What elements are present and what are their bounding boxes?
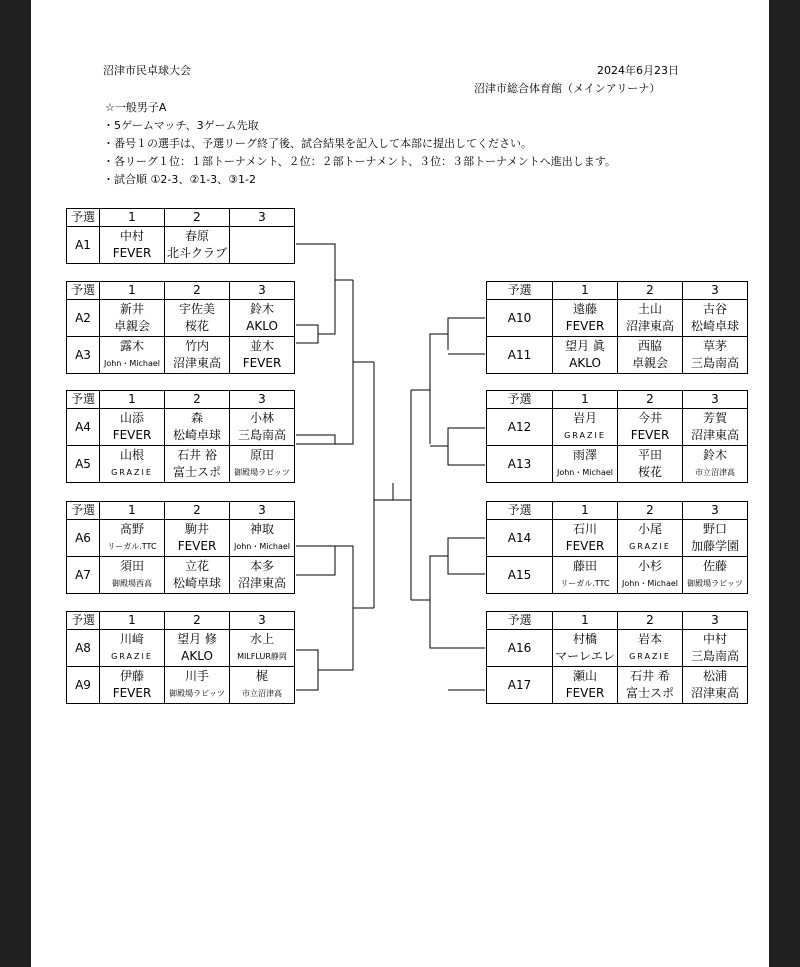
group-row-a3 [67,337,295,374]
player-cell [230,557,295,594]
player-club: AKLO [569,356,601,370]
player-name: 宇佐美 [178,302,215,316]
player-cell [683,630,748,667]
player-club: リーガル.TTC [560,579,610,588]
player-club: 三島南高 [690,356,739,370]
player-name: 須田 [119,559,144,573]
group-label: A9 [67,667,100,704]
player-name: 立花 [184,559,209,573]
player-cell [230,227,295,264]
player-name: 望月 眞 [565,339,605,353]
header-seed-3: 3 [230,502,295,520]
player-name: 古谷 [702,302,727,316]
player-name: 髙野 [119,522,144,536]
header-seed-2: 2 [165,391,230,409]
player-club: FEVER [112,686,152,700]
header-seed-3: 3 [230,282,295,300]
player-cell [553,557,618,594]
player-club: 市立沼津高 [695,468,735,477]
player-club: FEVER [565,319,605,333]
player-cell [100,520,165,557]
player-club: 北斗クラブ [166,246,227,260]
group-label: A2 [67,300,100,337]
player-cell [683,300,748,337]
player-club: 沼津東高 [690,686,739,700]
player-name: 並木 [249,339,274,353]
player-club: FEVER [112,428,152,442]
player-cell [165,557,230,594]
header-seed-2: 2 [618,282,683,300]
header-seed-2: 2 [165,612,230,630]
header-qualifier: 予選 [67,282,100,300]
player-club: 桜花 [637,465,662,479]
header-seed-1: 1 [553,282,618,300]
player-cell [618,300,683,337]
player-name: 芳賀 [702,411,727,425]
header-seed-3: 3 [683,612,748,630]
league-table [486,281,748,374]
player-name: 山根 [119,448,144,462]
header-qualifier: 予選 [67,612,100,630]
player-club: 加藤学園 [690,539,739,553]
player-cell [165,409,230,446]
player-club: John・Michael [233,542,291,551]
table-header-row [487,612,748,630]
header-seed-1: 1 [100,391,165,409]
player-cell [683,337,748,374]
player-name: 石井 裕 [177,448,217,462]
player-club: FEVER [630,428,670,442]
player-club: 御殿場西高 [112,579,152,588]
header-seed-2: 2 [618,391,683,409]
player-cell [230,409,295,446]
player-name: 望月 修 [177,632,217,646]
header-seed-3: 3 [230,209,295,227]
player-name: 鈴木 [249,302,274,316]
event-date: 2024年6月23日 [597,64,679,77]
player-name: 平田 [637,448,662,462]
player-cell [230,337,295,374]
player-name: 雨澤 [572,448,597,462]
league-table [66,611,295,704]
group-row-a9 [67,667,295,704]
player-cell [618,446,683,483]
group-label: A1 [67,227,100,264]
player-name: 中村 [119,229,144,243]
group-row-a14 [487,520,748,557]
league-table [66,390,295,483]
header-seed-2: 2 [165,502,230,520]
player-cell [553,446,618,483]
player-name: 土山 [637,302,662,316]
player-cell [553,300,618,337]
note-order: ・試合順 ①2-3、②1-3、③1-2 [103,173,256,186]
player-name: 原田 [249,448,274,462]
group-row-a6 [67,520,295,557]
group-row-a13 [487,446,748,483]
group-row-a8 [67,630,295,667]
player-name: 小尾 [637,522,662,536]
player-club: John・Michael [621,579,679,588]
group-row-a1 [67,227,295,264]
player-cell [100,667,165,704]
player-cell [230,446,295,483]
player-cell [230,520,295,557]
player-club: 市立沼津高 [242,689,282,698]
tournament-title: 沼津市民卓球大会 [103,64,191,77]
player-club: FEVER [112,246,152,260]
player-name: 遠藤 [572,302,597,316]
header-qualifier: 予選 [487,282,553,300]
player-cell [165,446,230,483]
player-club: AKLO [246,319,278,333]
player-club: 三島南高 [237,428,286,442]
player-club: MILFLUR静岡 [237,652,287,661]
player-name: 駒井 [184,522,209,536]
player-name: 川﨑 [119,632,144,646]
player-club: GRAZIE [111,652,153,661]
table-header-row [487,282,748,300]
table-header-row [67,502,295,520]
header-seed-2: 2 [165,282,230,300]
group-label: A5 [67,446,100,483]
header-qualifier: 予選 [487,391,553,409]
player-name: 本多 [249,559,274,573]
group-label: A6 [67,520,100,557]
player-club: 桜花 [184,319,209,333]
player-name: 小林 [249,411,274,425]
player-club: 沼津東高 [625,319,674,333]
table-header-row [487,502,748,520]
player-cell [100,446,165,483]
header-qualifier: 予選 [67,391,100,409]
group-row-a15 [487,557,748,594]
player-cell [165,667,230,704]
player-cell [165,630,230,667]
player-name: 石川 [572,522,597,536]
player-cell [683,667,748,704]
player-club: FEVER [565,686,605,700]
player-cell [230,300,295,337]
player-cell [618,337,683,374]
player-cell [165,520,230,557]
header-seed-3: 3 [683,502,748,520]
player-cell [683,520,748,557]
player-name: 岩本 [637,632,662,646]
player-cell [618,630,683,667]
player-name: 神取 [249,522,274,536]
group-label: A8 [67,630,100,667]
league-table [66,208,295,264]
header-seed-2: 2 [618,612,683,630]
player-cell [165,227,230,264]
player-name: 石井 希 [630,669,670,683]
group-label: A13 [487,446,553,483]
player-club: 沼津東高 [690,428,739,442]
player-cell [683,557,748,594]
player-cell [683,409,748,446]
player-club: 卓親会 [113,319,150,333]
player-club: マーレエレ [555,649,615,663]
group-label: A11 [487,337,553,374]
player-cell [230,630,295,667]
header-seed-2: 2 [165,209,230,227]
league-table [486,390,748,483]
player-name: 中村 [702,632,727,646]
player-club: 富士スポ [625,686,674,700]
group-row-a7 [67,557,295,594]
group-label: A12 [487,409,553,446]
player-club: 御殿場ラビッツ [687,579,743,588]
player-name: 伊藤 [119,669,144,683]
player-cell [100,630,165,667]
note-category: ☆一般男子A [105,101,167,114]
player-club: 松崎卓球 [172,576,221,590]
player-cell [618,557,683,594]
player-club: 松崎卓球 [690,319,739,333]
player-cell [165,337,230,374]
player-name: 瀬山 [572,669,597,683]
table-header-row [67,282,295,300]
player-club: 御殿場ラビッツ [234,468,290,477]
player-cell [553,630,618,667]
header-seed-3: 3 [683,282,748,300]
league-table [66,281,295,374]
player-cell [683,446,748,483]
player-club: FEVER [177,539,217,553]
player-name: 竹内 [184,339,209,353]
player-cell [100,300,165,337]
header-seed-3: 3 [230,391,295,409]
player-cell [100,557,165,594]
player-cell [100,337,165,374]
player-club: John・Michael [103,359,161,368]
player-club: 松崎卓球 [172,428,221,442]
header-qualifier: 予選 [487,612,553,630]
group-row-a5 [67,446,295,483]
header-seed-1: 1 [553,612,618,630]
group-label: A14 [487,520,553,557]
header-seed-1: 1 [553,502,618,520]
venue: 沼津市総合体育館（メインアリーナ） [474,82,661,95]
player-name: 鈴木 [702,448,727,462]
group-row-a11 [487,337,748,374]
header-seed-1: 1 [100,502,165,520]
player-club: FEVER [242,356,282,370]
player-cell [100,227,165,264]
player-club: 富士スポ [172,465,221,479]
player-name: 春原 [184,229,209,243]
group-label: A10 [487,300,553,337]
table-header-row [487,391,748,409]
table-header-row [67,612,295,630]
player-cell [618,520,683,557]
league-table [486,611,748,704]
player-club: 三島南高 [690,649,739,663]
player-name: 森 [190,411,203,425]
group-row-a17 [487,667,748,704]
player-cell [100,409,165,446]
group-row-a2 [67,300,295,337]
player-club: 御殿場ラビッツ [169,689,225,698]
player-name: 西脇 [637,339,662,353]
player-name: 松浦 [702,669,727,683]
header-seed-1: 1 [100,209,165,227]
header-seed-1: 1 [100,282,165,300]
player-name: 水上 [249,632,274,646]
header-seed-3: 3 [683,391,748,409]
player-name: 草茅 [702,339,727,353]
player-cell [165,300,230,337]
league-table [486,501,748,594]
header-seed-1: 1 [553,391,618,409]
league-table [66,501,295,594]
group-row-a4 [67,409,295,446]
header-qualifier: 予選 [487,502,553,520]
group-label: A4 [67,409,100,446]
player-name: 露木 [119,339,144,353]
header-seed-1: 1 [100,612,165,630]
player-name: 佐藤 [702,559,727,573]
group-row-a10 [487,300,748,337]
group-label: A16 [487,630,553,667]
player-club: AKLO [181,649,213,663]
player-name: 小杉 [637,559,662,573]
group-label: A17 [487,667,553,704]
player-club: 卓親会 [631,356,668,370]
player-name: 岩月 [572,411,597,425]
player-name: 山添 [119,411,144,425]
player-club: FEVER [565,539,605,553]
player-club: 沼津東高 [237,576,286,590]
player-club: GRAZIE [629,652,671,661]
table-header-row [67,391,295,409]
group-label: A15 [487,557,553,594]
player-club: リーガル.TTC [107,542,157,551]
player-club: John・Michael [556,468,614,477]
player-cell [553,667,618,704]
group-label: A3 [67,337,100,374]
note-format: ・5ゲームマッチ、3ゲーム先取 [103,119,259,132]
player-name: 川手 [184,669,209,683]
player-cell [553,409,618,446]
player-club: GRAZIE [629,542,671,551]
player-name: 村橋 [572,632,597,646]
header-seed-2: 2 [618,502,683,520]
group-label: A7 [67,557,100,594]
table-header-row [67,209,295,227]
player-club: GRAZIE [111,468,153,477]
player-cell [230,667,295,704]
player-name: 今井 [637,411,662,425]
header-qualifier: 予選 [67,502,100,520]
player-club: 沼津東高 [172,356,221,370]
header-seed-3: 3 [230,612,295,630]
player-name: 新井 [119,302,144,316]
note-advance: ・各リーグ１位：１部トーナメント、２位：２部トーナメント、３位：３部トーナメントへ進出します。 [103,155,616,168]
player-name: 梶 [255,669,268,683]
note-submit: ・番号１の選手は、予選リーグ終了後、試合結果を記入して本部に提出してください。 [103,137,532,150]
group-row-a12 [487,409,748,446]
player-name: 藤田 [572,559,597,573]
header-qualifier: 予選 [67,209,100,227]
player-cell [553,337,618,374]
player-club: GRAZIE [564,431,606,440]
player-cell [553,520,618,557]
group-row-a16 [487,630,748,667]
player-cell [618,409,683,446]
player-cell [618,667,683,704]
player-name: 野口 [702,522,727,536]
